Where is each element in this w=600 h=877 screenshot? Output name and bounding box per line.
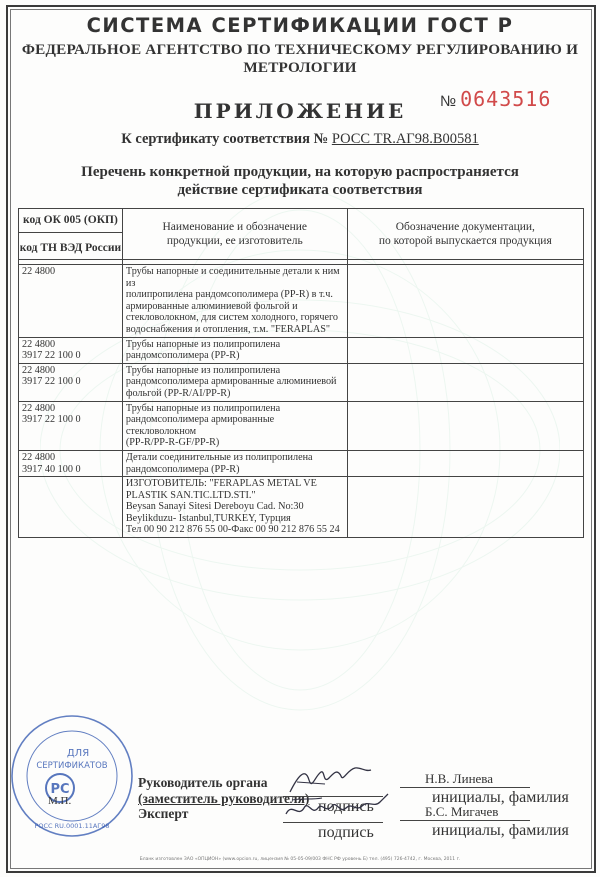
stamp-code: РОСС RU.0001.11АГ98 [34, 822, 110, 830]
product-code-cell [19, 337, 123, 363]
product-name-line: фольгой (PP-R/AI/PP-R) [125, 387, 231, 399]
product-name-line: Трубы напорные из полипропилена [125, 364, 281, 376]
head-sign-caption: подпись [318, 798, 374, 815]
product-documentation-cell [347, 477, 583, 538]
stamp-center-line-2: СЕРТИФИКАТОВ [36, 761, 108, 771]
product-name-line: Beylikduzu- Istanbul,TURKEY, Турция [125, 512, 291, 524]
code-column-header [19, 209, 123, 260]
certificate-reference [0, 131, 600, 148]
product-name-line: Трубы напорные из полипропилена [125, 338, 281, 350]
product-code-cell [19, 477, 123, 538]
product-code-cell [19, 363, 123, 401]
product-name-line: рандомсополимера армированные алюминиевой [125, 376, 337, 388]
table-header-row [19, 209, 584, 260]
head-role-line-1: Руководитель органа [138, 775, 268, 790]
expert-name-line [400, 820, 530, 821]
product-name-line: армированные алюминиевой фольгой и [125, 300, 298, 312]
product-code: 3917 40 100 0 [22, 463, 81, 475]
serial-number: 0643516 [460, 87, 552, 111]
product-name-line: Beysan Sanayi Sitesi Dereboyu Cad. No:30 [125, 501, 304, 513]
certification-stamp [8, 712, 136, 840]
doc-header-line-2: по которой выпускается продукция [378, 235, 552, 247]
product-name-cell [122, 477, 347, 538]
product-code: 22 4800 [22, 451, 56, 463]
certificate-number: РОСС TR.АГ98.В00581 [331, 131, 479, 147]
product-name-cell [122, 337, 347, 363]
product-code-cell [19, 401, 123, 450]
product-code: 22 4800 [22, 338, 56, 350]
okp-code-header: код ОК 005 (ОКП) [19, 209, 122, 233]
head-role-line-2: (заместитель руководителя) [138, 791, 310, 806]
name-header-line-1: Наименование и обозначение [162, 221, 308, 233]
head-name: Н.В. Линева [425, 771, 494, 786]
product-code: 22 4800 [22, 266, 56, 277]
product-code: 3917 22 100 0 [22, 414, 81, 426]
stamp-place-mark: М.П. [48, 795, 72, 807]
head-name-caption: инициалы, фамилия [432, 789, 569, 806]
tnved-code-header: код ТН ВЭД России [19, 242, 122, 254]
stamp-center-line-1: ДЛЯ [66, 748, 90, 759]
product-name-line: Трубы напорные из полипропилена [125, 402, 281, 414]
product-name-line: рандомсополимера армированные стекловолокном [125, 414, 275, 437]
expert-role: Эксперт [138, 806, 189, 821]
page-title: ПРИЛОЖЕНИЕ [193, 99, 407, 123]
expert-signature-line [283, 822, 383, 823]
product-code-cell [19, 450, 123, 476]
certificate-label: К сертификату соответствия № [121, 131, 329, 147]
table-row [19, 450, 584, 476]
doc-header-line-1: Обозначение документации, [395, 221, 535, 233]
product-documentation-cell [347, 401, 583, 450]
product-documentation-cell [347, 337, 583, 363]
product-name-line: Детали соединительные из полипропилена [125, 451, 313, 463]
product-name-cell [122, 401, 347, 450]
product-name-line: рандомсополимера (PP-R) [125, 463, 240, 475]
product-name-line: ИЗГОТОВИТЕЛЬ: "FERAPLAS METAL VE [125, 478, 317, 490]
product-code: 3917 22 100 0 [22, 350, 81, 362]
product-table-body [19, 260, 584, 538]
product-name-cell [122, 363, 347, 401]
product-name-line: водоснабжения и отопления, т.м. "FERAPLAS" [125, 323, 331, 335]
table-row [19, 477, 584, 538]
product-documentation-cell [347, 363, 583, 401]
product-code: 22 4800 [22, 402, 56, 414]
product-code-cell [19, 265, 123, 338]
product-name-line: рандомсополимера (PP-R) [125, 350, 240, 362]
product-name-line: полипропилена рандомсополимера (PP-R) в т.ч. [125, 289, 333, 301]
documentation-column-header [347, 209, 583, 260]
product-name-line: Трубы напорные и соединительные детали к ним из [125, 266, 340, 289]
table-row [19, 401, 584, 450]
product-name-line: (PP-R/PP-R-GF/PP-R) [125, 437, 220, 449]
serial-prefix: № [440, 93, 457, 110]
table-row [19, 363, 584, 401]
expert-handwritten-signature [282, 788, 392, 824]
name-column-header [122, 209, 347, 260]
expert-sign-caption: подпись [318, 824, 374, 841]
certification-system-heading: СИСТЕМА СЕРТИФИКАЦИИ ГОСТ Р [86, 14, 514, 37]
product-documentation-cell [347, 450, 583, 476]
product-name-cell [122, 265, 347, 338]
product-name-line: стекловолокном, для систем холодного, горячего [125, 312, 339, 324]
head-name-line [400, 787, 530, 788]
name-header-line-2: продукции, ее изготовитель [166, 235, 303, 247]
product-name-cell [122, 450, 347, 476]
subtitle-line-2: действие сертификата соответствия [177, 182, 423, 198]
product-code: 22 4800 [22, 364, 56, 376]
table-row [19, 337, 584, 363]
expert-signature-block [138, 806, 188, 822]
product-documentation-cell [347, 265, 583, 338]
form-printer-footnote: Бланк изготовлен ЗАО «ОПЦИОН» (www.opcion.ru, лицензия № 05-05-09/003 ФНС РФ уровень Б) тел. (495) 726-4742, г. Москва, 2011 г. [139, 857, 461, 862]
svg-text:PC: PC [50, 782, 70, 797]
product-table [18, 208, 584, 538]
table-row [19, 265, 584, 338]
expert-name: Б.С. Мигачев [425, 804, 499, 819]
agency-heading: ФЕДЕРАЛЬНОЕ АГЕНТСТВО ПО ТЕХНИЧЕСКОМУ РЕГУЛИРОВАНИЮ И МЕТРОЛОГИИ [21, 41, 579, 76]
product-list-subtitle [0, 163, 600, 199]
subtitle-line-1: Перечень конкретной продукции, на которую распространяется [81, 164, 519, 180]
product-name-line: Тел 00 90 212 876 55 00-Факс 00 90 212 876 55 24 [125, 524, 340, 536]
product-name-line: PLASTIK SAN.TIC.LTD.STI." [125, 489, 256, 501]
expert-name-caption: инициалы, фамилия [432, 822, 569, 839]
product-code: 3917 22 100 0 [22, 376, 81, 388]
